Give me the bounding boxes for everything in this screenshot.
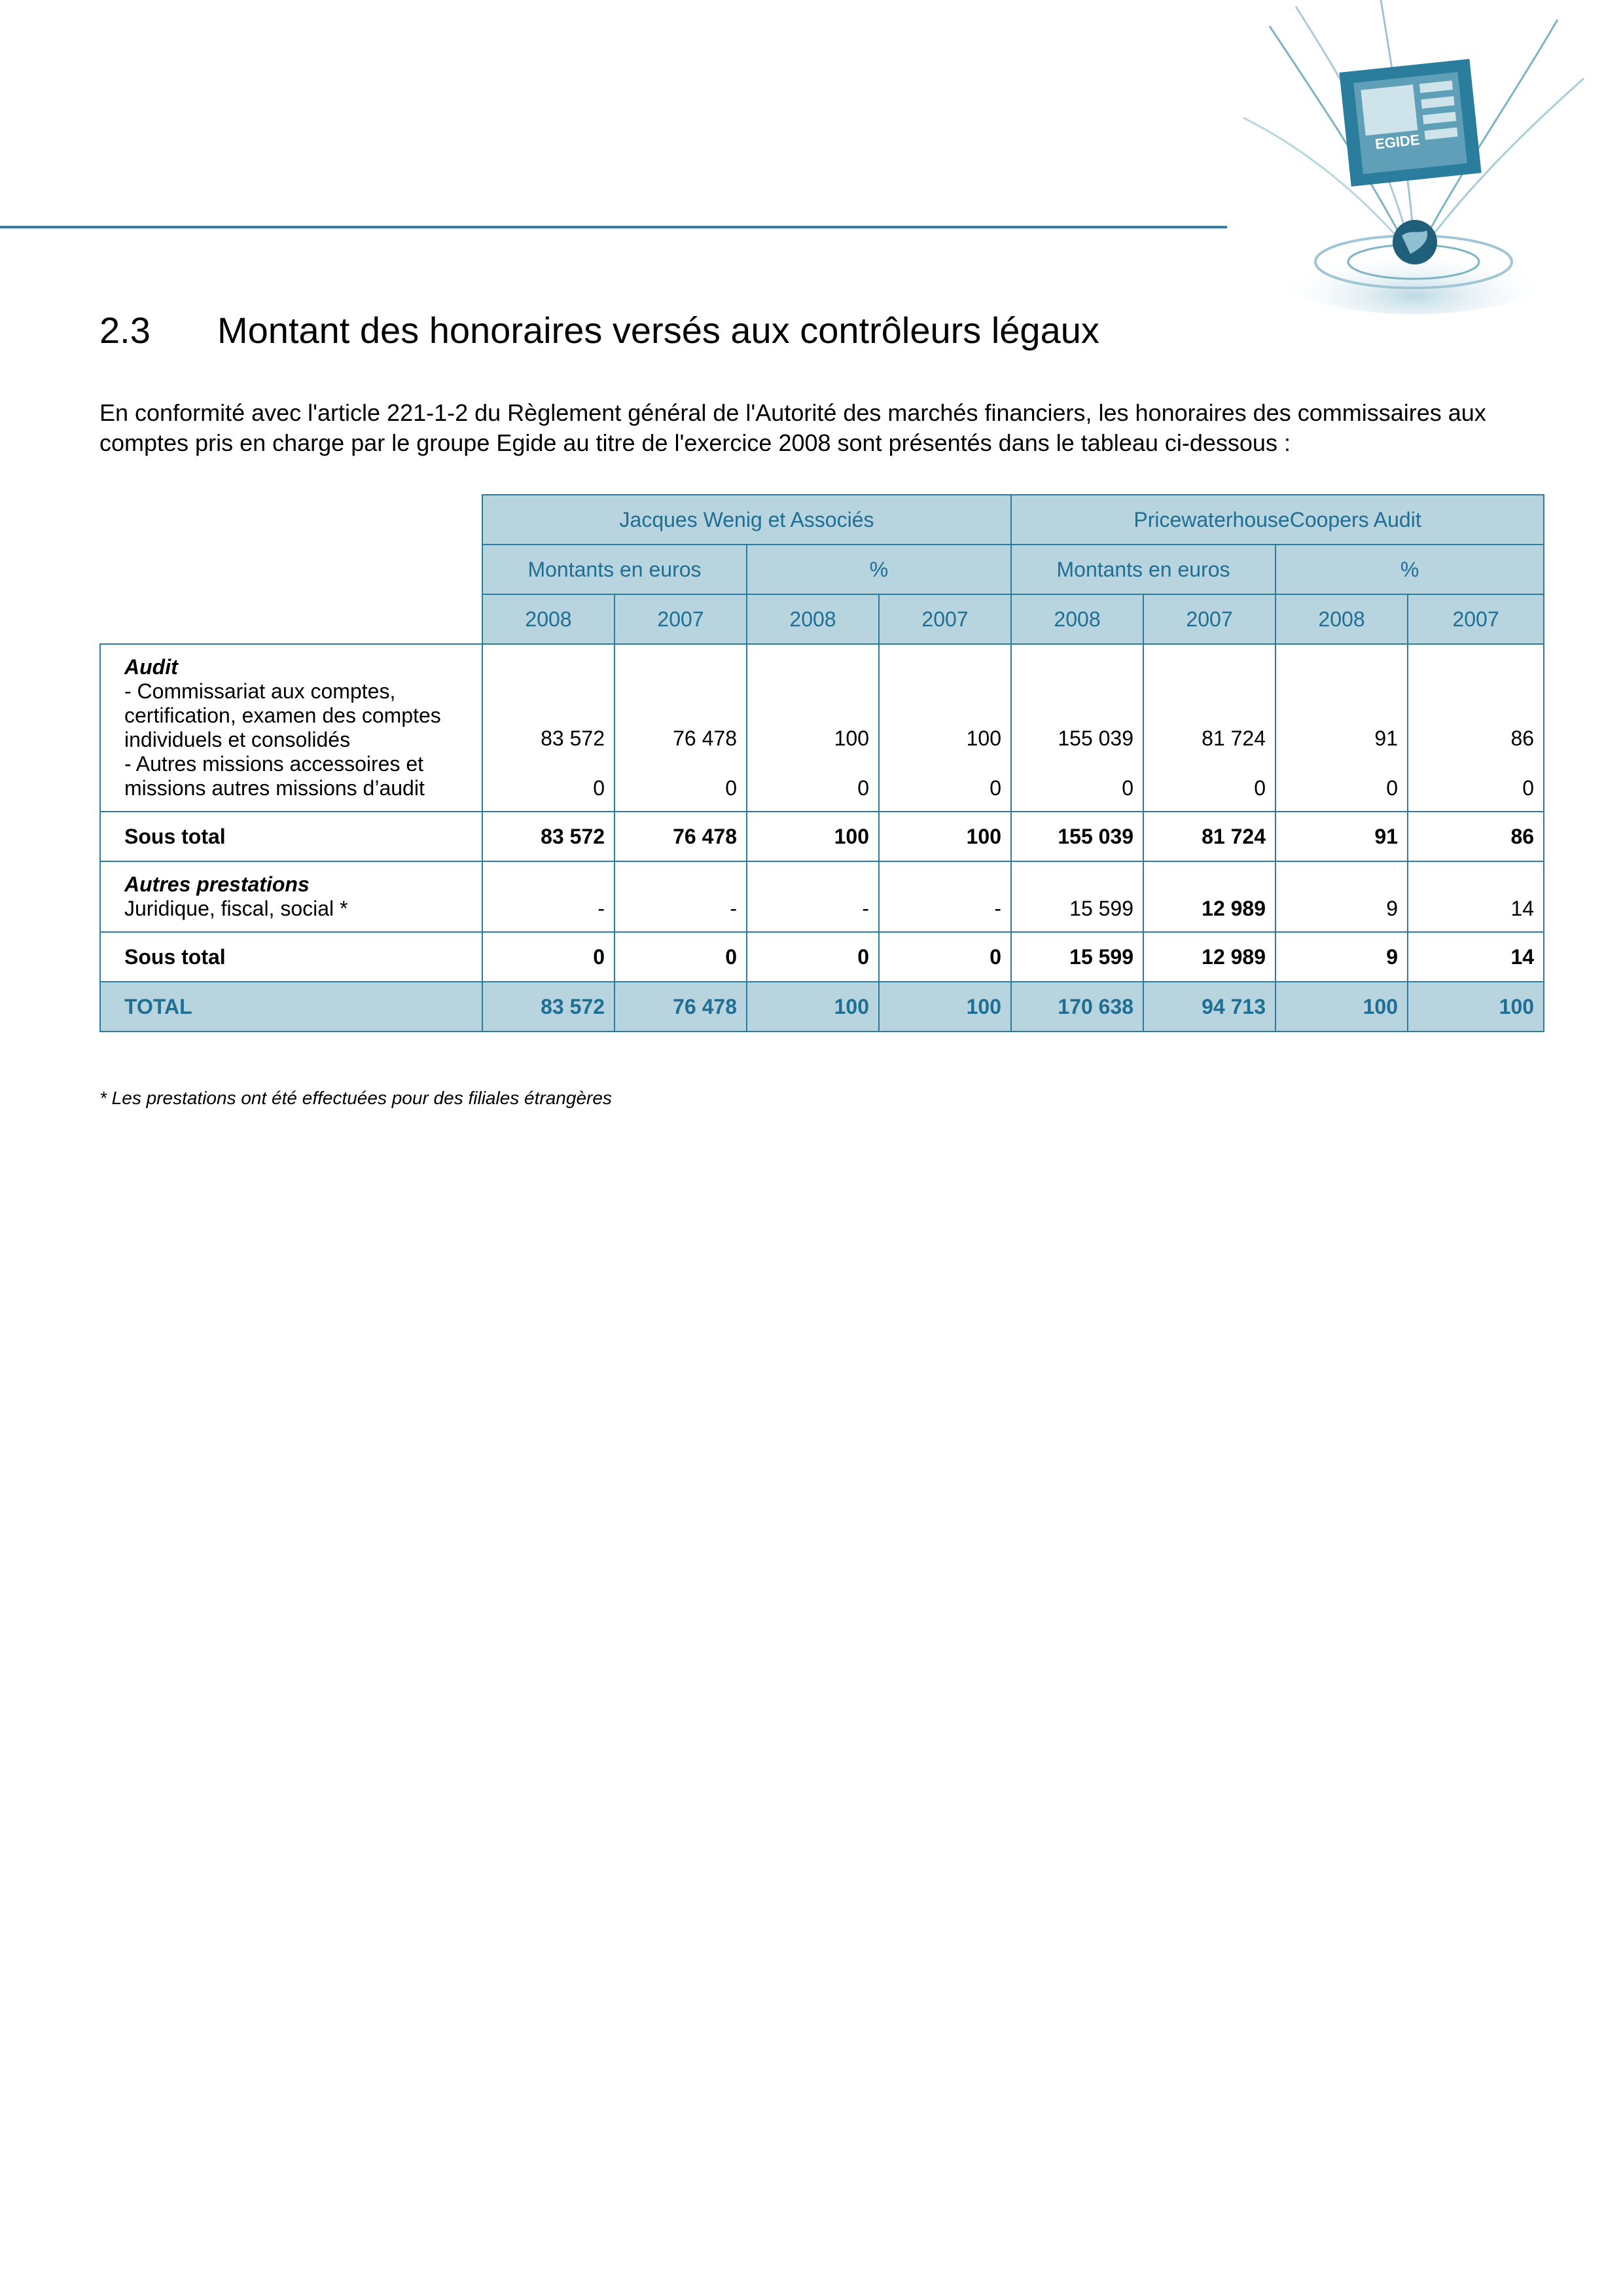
blank-corner xyxy=(100,495,482,545)
table-cell: 100 xyxy=(834,726,869,750)
logo-text: EGIDE xyxy=(1374,131,1421,152)
table-cell: 12 989 xyxy=(1143,932,1275,982)
firm-header-wenig: Jacques Wenig et Associés xyxy=(482,495,1011,545)
table-cell: 91 xyxy=(1275,812,1408,861)
firm-header-pwc: PricewaterhouseCoopers Audit xyxy=(1011,495,1544,545)
table-cell: 83 572 xyxy=(482,982,615,1031)
audit-values-col xyxy=(1011,644,1143,812)
table-cell: - xyxy=(879,861,1011,932)
audit-values-col xyxy=(482,644,615,812)
table-cell: 9 xyxy=(1275,932,1408,982)
table-row-subtotal-audit xyxy=(100,812,1544,861)
subheader-amounts: Montants en euros xyxy=(1011,545,1275,594)
table-cell: 0 xyxy=(879,932,1011,982)
subheader-percent: % xyxy=(747,545,1011,594)
section-title: Montant des honoraires versés aux contrôleurs légaux xyxy=(217,310,1099,351)
table-cell: 86 xyxy=(1408,812,1544,861)
audit-values-col xyxy=(1143,644,1275,812)
table-row-subtotal-other xyxy=(100,932,1544,982)
audit-values-col xyxy=(1275,644,1408,812)
table-cell: 76 478 xyxy=(615,812,747,861)
table-cell: 0 xyxy=(1522,776,1535,800)
table-cell: 94 713 xyxy=(1143,982,1275,1031)
table-cell: 155 039 xyxy=(1058,726,1134,750)
header-row-years xyxy=(100,594,1544,644)
year-header: 2007 xyxy=(1408,594,1544,644)
table-cell: 0 xyxy=(1386,776,1399,800)
intro-paragraph: En conformité avec l'article 221-1-2 du Règlement général de l'Autorité des marchés financiers, les honoraires des commissaires aux comptes pris en charge par le groupe Egide au titre de l'exercice 2008 sont présentés dans le tableau ci-dessous : xyxy=(99,399,1486,456)
subtotal-label: Sous total xyxy=(100,812,482,861)
table-cell: 0 xyxy=(857,776,869,800)
fees-table xyxy=(99,494,1544,1032)
blank-corner xyxy=(100,545,482,594)
table-cell: - xyxy=(747,861,879,932)
subheader-percent: % xyxy=(1275,545,1544,594)
other-label-cell xyxy=(100,861,482,932)
audit-label-cell xyxy=(100,644,482,812)
audit-line1: - Commissariat aux comptes, certification, examen des comptes individuels et consolidés xyxy=(124,679,441,751)
table-cell: 76 478 xyxy=(615,982,747,1031)
year-header: 2008 xyxy=(1275,594,1408,644)
table-cell: 0 xyxy=(482,932,615,982)
table-cell: - xyxy=(615,861,747,932)
total-label: TOTAL xyxy=(100,982,482,1031)
table-cell: 0 xyxy=(1254,776,1266,800)
table-cell: 0 xyxy=(725,776,737,800)
table-cell: 0 xyxy=(747,932,879,982)
table-cell: 9 xyxy=(1275,861,1408,932)
audit-values-col xyxy=(747,644,879,812)
table-cell: 100 xyxy=(747,982,879,1031)
table-row-other xyxy=(100,861,1544,932)
table-cell: 15 599 xyxy=(1011,932,1143,982)
audit-values-col xyxy=(615,644,747,812)
table-cell: - xyxy=(482,861,615,932)
header-row-subheaders xyxy=(100,545,1544,594)
section-number: 2.3 xyxy=(99,310,151,351)
header-rule xyxy=(0,226,1227,228)
footnote: * Les prestations ont été effectuées pour des filiales étrangères xyxy=(99,1088,612,1108)
table-cell: 12 989 xyxy=(1143,861,1275,932)
section-heading xyxy=(99,308,1539,353)
year-header: 2007 xyxy=(879,594,1011,644)
subheader-amounts: Montants en euros xyxy=(482,545,747,594)
audit-values-col xyxy=(1408,644,1544,812)
table-cell: 91 xyxy=(1374,726,1399,750)
table-cell: 0 xyxy=(1122,776,1134,800)
table-cell: 0 xyxy=(990,776,1002,800)
table-cell: 100 xyxy=(1275,982,1408,1031)
table-row-total xyxy=(100,982,1544,1031)
table-cell: 100 xyxy=(1408,982,1544,1031)
table-cell: 100 xyxy=(879,812,1011,861)
subtotal-label: Sous total xyxy=(100,932,482,982)
year-header: 2007 xyxy=(1143,594,1275,644)
table-cell: 15 599 xyxy=(1011,861,1143,932)
table-cell: 100 xyxy=(879,982,1011,1031)
table-cell: 76 478 xyxy=(673,726,737,750)
other-title: Autres prestations xyxy=(124,872,310,896)
table-cell: 81 724 xyxy=(1202,726,1266,750)
year-header: 2007 xyxy=(615,594,747,644)
egide-logo xyxy=(1230,0,1597,321)
audit-title: Audit xyxy=(124,655,178,679)
header-row-firms xyxy=(100,495,1544,545)
audit-line2: - Autres missions accessoires et missions autres missions d’audit xyxy=(124,752,425,800)
audit-values-col xyxy=(879,644,1011,812)
table-cell: 100 xyxy=(966,726,1002,750)
table-row-audit xyxy=(100,644,1544,812)
table-cell: 100 xyxy=(747,812,879,861)
blank-corner xyxy=(100,594,482,644)
table-cell: 0 xyxy=(615,932,747,982)
table-cell: 83 572 xyxy=(541,726,605,750)
table-cell: 170 638 xyxy=(1011,982,1143,1031)
other-line: Juridique, fiscal, social * xyxy=(124,897,348,920)
table-cell: 14 xyxy=(1408,932,1544,982)
table-cell: 81 724 xyxy=(1143,812,1275,861)
table-cell: 155 039 xyxy=(1011,812,1143,861)
table-cell: 0 xyxy=(593,776,605,800)
year-header: 2008 xyxy=(1011,594,1143,644)
year-header: 2008 xyxy=(482,594,615,644)
table-cell: 86 xyxy=(1510,726,1535,750)
table-cell: 83 572 xyxy=(482,812,615,861)
year-header: 2008 xyxy=(747,594,879,644)
table-cell: 14 xyxy=(1408,861,1544,932)
